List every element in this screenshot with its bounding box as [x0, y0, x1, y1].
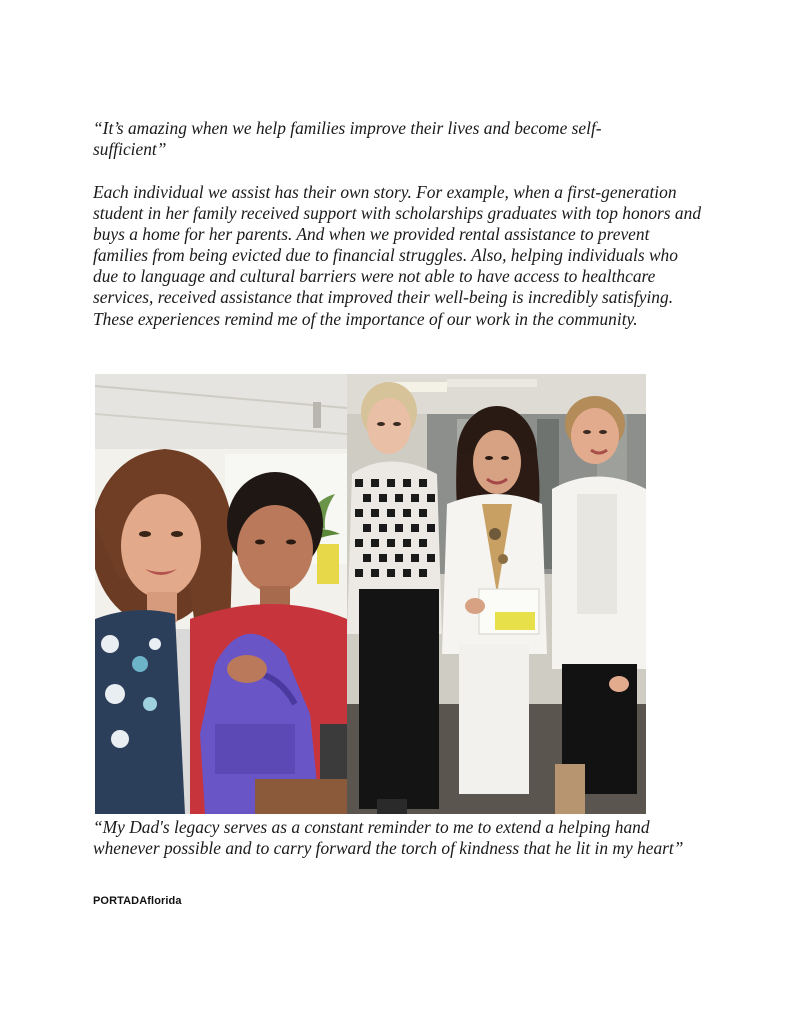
photo-collage	[95, 374, 646, 814]
left-photo	[95, 374, 347, 814]
brand-logo-text: PORTADAflorida	[93, 895, 182, 907]
right-photo	[347, 374, 646, 814]
body-paragraph: Each individual we assist has their own story. For example, when a first-generation student in her family received support with scholarships graduates with top honors and buys a home for her parents. And when we provided rental assistance to prevent families from being evicted due to financial struggles. Also, helping individuals who due to language and cultural barriers were not able to have access to healthcare services, received assistance that improved their well-being is incredibly satisfying. These experiences remind me of the importance of our work in the community.	[93, 182, 702, 329]
bottom-quote: “My Dad's legacy serves as a constant reminder to me to extend a helping hand whenever possible and to carry forward the torch of kindness that he lit in my heart”	[93, 817, 684, 858]
top-quote: “It’s amazing when we help families improve their lives and become self-sufficient”	[93, 118, 602, 159]
